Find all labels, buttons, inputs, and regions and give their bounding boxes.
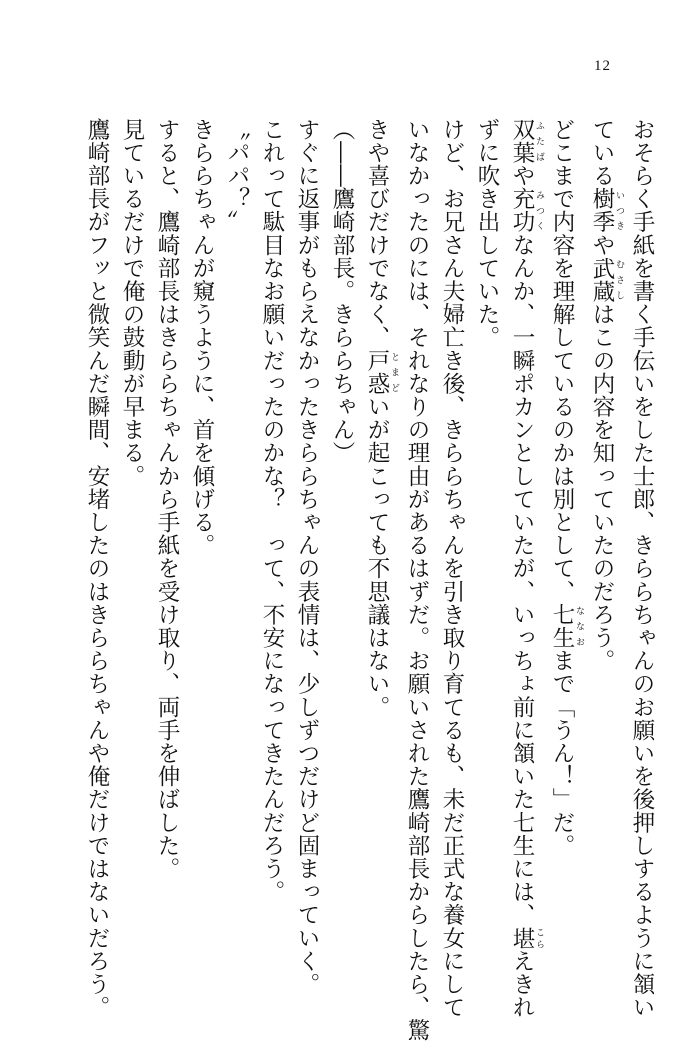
text-line-9: （――鷹崎部長。きららちゃん） [329,118,355,465]
text-line-13: きららちゃんが窺うように、首を傾げる。 [189,118,215,557]
text-line-3: どこまで内容を理解しているのかは別として、七生 ななおまで「うん！」だ。 [549,118,584,858]
text-line-15: 見ているだけで俺の鼓動が早まる。 [119,118,145,488]
text-line-14: すると、鷹崎部長はきららちゃんから手紙を受け取り、両手を伸ばした。 [154,118,180,881]
text-line-10: すぐに返事がもらえなかったきららちゃんの表情は、少しずつだけど固まっていく。 [294,118,320,996]
text-line-4: 双葉 ふたばや充功 みつくなんか、一瞬ポカンとしていたが、いっちょ前に頷いた七生には、堪 こらえきれ [509,118,544,1019]
page-number: 12 [594,58,611,74]
furigana-tomadoi: 戸惑 とまど [364,349,399,396]
text-line-1: おそらく手紙を書く手伝いをした士郎、きららちゃんのお願いを後押しするように頷い [629,118,655,1019]
furigana-itsuki: 樹季 いつき [589,187,624,234]
text-line-2: ている樹季 いつきや武蔵 むさしはこの内容を知っていたのだろう。 [589,118,624,673]
furigana-koraekire: 堪 こら [509,926,544,950]
text-line-12: 〝パパ？〟 [224,118,250,234]
furigana-musashi: 武蔵 むさし [589,256,624,303]
furigana-futaba: 双葉 ふたば [509,118,544,165]
furigana-nanao: 七生 ななお [549,603,584,650]
text-line-16: 鷹崎部長がフッと微笑んだ瞬間、安堵したのはきららちゃんや俺だけではないだろう。 [84,118,110,1019]
text-line-8: きや喜びだけでなく、戸惑 とまどいが起こっても不思議はない。 [364,118,399,719]
text-line-11: これって駄目なお願いだったのかな？ って、不安になってきたんだろう。 [259,118,285,904]
text-line-5: ずに吹き出していた。 [474,118,500,349]
furigana-mitsuku: 充功 みつく [509,187,544,234]
text-line-7: いなかったのには、それなりの理由があるはずだ。お願いされた鷹崎部長からしたら、驚 [404,118,430,1042]
text-line-6: けど、お兄さん夫婦亡き後、きららちゃんを引き取り育てるも、未だ正式な養女にして [439,118,465,1019]
novel-text-body [39,118,659,1042]
